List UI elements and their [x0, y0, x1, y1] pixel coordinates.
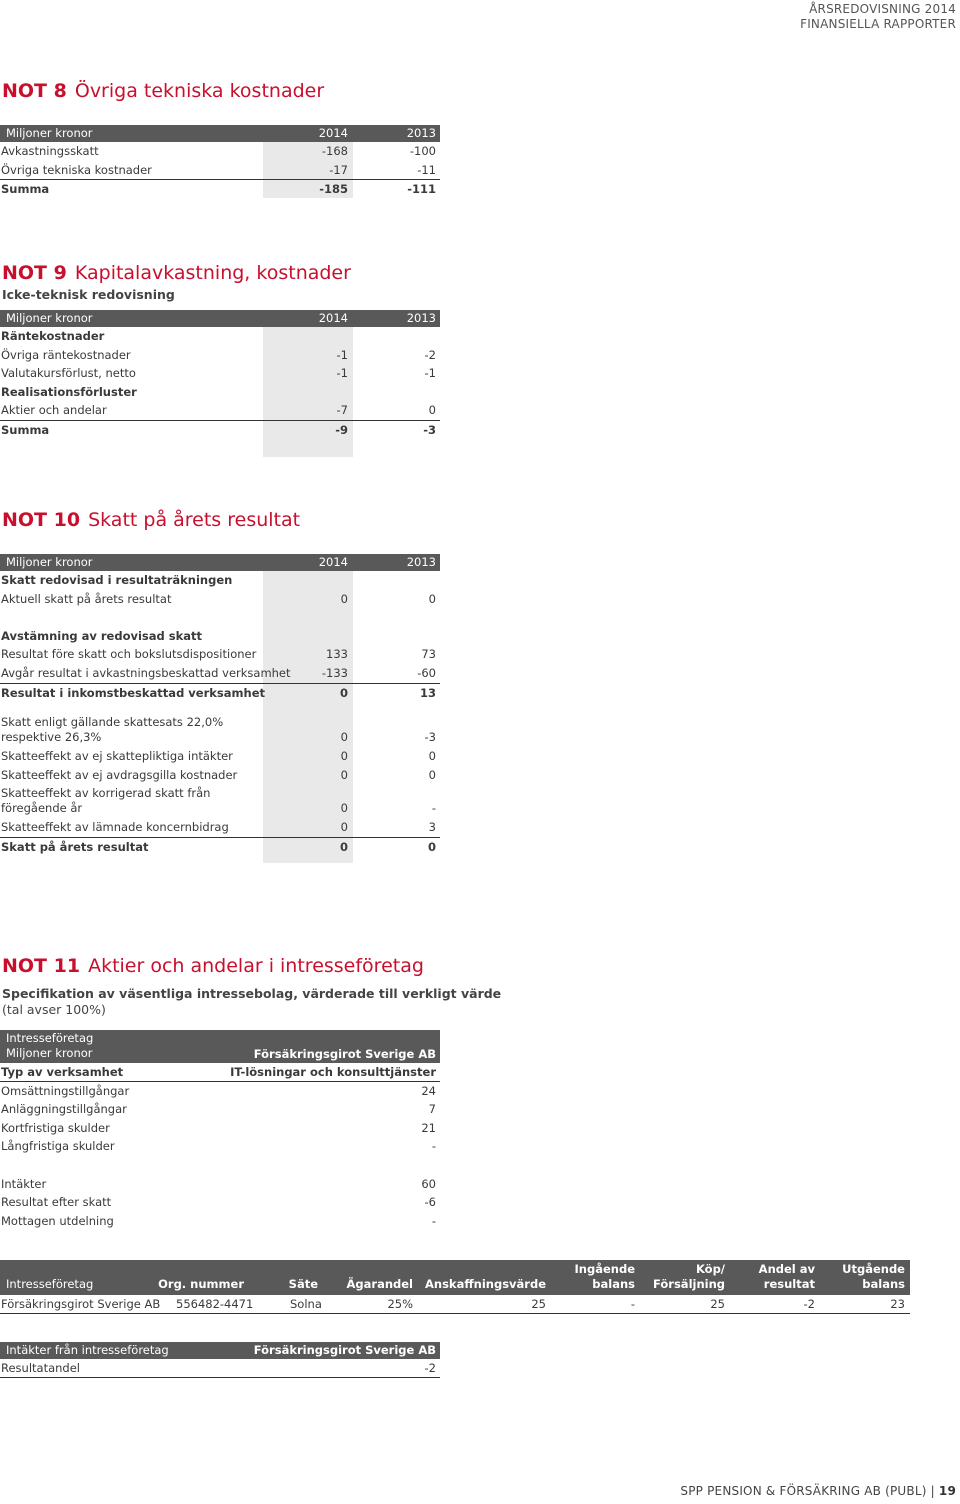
row-value: 21: [421, 1120, 436, 1135]
type-row: [0, 1063, 440, 1082]
header-label: [6, 1031, 93, 1061]
row-andel: -2: [803, 1297, 815, 1311]
row-value-2013: -11: [417, 162, 436, 177]
row-sate: Solna: [290, 1297, 322, 1311]
row-value-2014: -7: [336, 403, 348, 418]
note10-table: [0, 554, 440, 856]
note9-title: Kapitalavkastning, kostnader: [74, 262, 351, 284]
row-label: Övriga räntekostnader: [1, 347, 131, 362]
spacer-row: [0, 701, 440, 713]
note11-number: NOT 11: [2, 955, 81, 977]
report-header: [800, 2, 956, 32]
row-label-line2: föregående år: [1, 801, 83, 816]
row-label: Övriga tekniska kostnader: [1, 162, 152, 177]
row-label: Avkastningsskatt: [1, 144, 99, 158]
table-header: [0, 554, 440, 571]
row-value-2013: 73: [421, 647, 436, 662]
header-2014: 2014: [318, 311, 348, 325]
row-label: Summa: [1, 422, 50, 437]
row-label: Omsättningstillgångar: [1, 1083, 130, 1098]
row-label-line1: Skatt enligt gällande skattesats 22,0%: [1, 715, 224, 730]
row-label: Aktuell skatt på årets resultat: [1, 591, 172, 606]
table-header: [0, 310, 440, 327]
row-label: Skatteeffekt av lämnade koncernbidrag: [1, 820, 229, 835]
row-utgaende: 23: [890, 1297, 905, 1311]
table-row: [0, 401, 440, 420]
section-row: [0, 383, 440, 402]
header-label: Miljoner kronor: [6, 311, 93, 325]
row-label: [1, 715, 223, 745]
row-label: Intäkter: [1, 1176, 47, 1191]
row-label: Valutakursförlust, netto: [1, 366, 136, 381]
table-row: [0, 645, 440, 664]
footer-company: SPP PENSION & FÖRSÄKRING AB (PUBL): [680, 1484, 927, 1498]
page-footer: [680, 1484, 956, 1498]
table-row: [0, 1193, 440, 1212]
row-label: Resultat i inkomstbeskattad verksamhet: [1, 685, 265, 700]
table-row: [0, 1119, 440, 1138]
header-agarandel: Ägarandel: [346, 1277, 413, 1291]
row-label: Resultatandel: [1, 1361, 80, 1375]
row-value-2013: 0: [427, 839, 436, 854]
row-value-2014: -133: [321, 665, 348, 680]
row-label-line2: respektive 26,3%: [1, 730, 102, 745]
row-agarandel: 25%: [387, 1297, 413, 1311]
row-label: Avstämning av redovisad skatt: [1, 628, 203, 643]
row-value-2014: -9: [335, 422, 348, 437]
note10-title: Skatt på årets resultat: [88, 509, 301, 531]
row-value-2014: -1: [336, 347, 348, 362]
row-label: Realisationsförluster: [1, 384, 137, 399]
row-label: Summa: [1, 182, 50, 197]
row-label: Kortfristiga skulder: [1, 1120, 110, 1135]
header-utgaende-line2: balans: [862, 1277, 905, 1291]
note8-table: [0, 125, 440, 198]
section-row: [0, 627, 440, 646]
header-2013: 2013: [406, 311, 436, 325]
spacer-row: [0, 608, 440, 627]
row-value-2014: -1: [336, 366, 348, 381]
row-anskaffningsvarde: 25: [531, 1297, 546, 1311]
row-value: 7: [428, 1102, 436, 1117]
row-label: Resultat efter skatt: [1, 1195, 112, 1210]
row-label: Anläggningstillgångar: [1, 1102, 127, 1117]
row-value-2014: 0: [340, 820, 348, 835]
note11-holdings-table: [0, 1260, 910, 1314]
header-2013: 2013: [406, 555, 436, 569]
header-anskaffningsvarde: Anskaffningsvärde: [424, 1277, 546, 1291]
footer-separator: |: [930, 1484, 935, 1498]
header-2014: 2014: [318, 126, 348, 140]
header-kop: [653, 1262, 725, 1292]
note9-subtitle: Icke-teknisk redovisning: [2, 287, 175, 302]
header-andel: [759, 1262, 815, 1292]
sum-row: [0, 683, 440, 702]
note8-heading: [2, 80, 324, 102]
table-header: [0, 125, 440, 142]
row-value-2013: -3: [424, 730, 436, 745]
sum-row: [0, 179, 440, 198]
header-label: Miljoner kronor: [6, 126, 93, 140]
row-value-2013: -100: [409, 144, 436, 158]
row-label: Resultat före skatt och bokslutsdispositioner: [1, 647, 257, 662]
header-ingaende-line1: Ingående: [574, 1262, 635, 1276]
row-value-2014: -168: [321, 144, 348, 158]
table-row: [0, 346, 440, 365]
row-label: Räntekostnader: [1, 329, 105, 343]
section-row: [0, 327, 440, 346]
table-row: [0, 590, 440, 609]
row-value-2013: 0: [428, 591, 436, 606]
header-label-line1: Intresseföretag: [6, 1031, 94, 1045]
row-value-2013: 0: [428, 403, 436, 418]
header-ingaende-line2: balans: [592, 1277, 635, 1291]
note9-heading: [2, 262, 351, 302]
row-label: Skatteeffekt av ej skattepliktiga intäkter: [1, 749, 233, 764]
table-row: [0, 784, 440, 818]
note11-title: Aktier och andelar i intresseföretag: [88, 955, 424, 977]
row-value-2013: -60: [417, 665, 436, 680]
note8-title: Övriga tekniska kostnader: [74, 80, 325, 102]
row-label: Mottagen utdelning: [1, 1213, 114, 1228]
header-label: Miljoner kronor: [6, 555, 93, 569]
note9-number: NOT 9: [2, 262, 67, 284]
header-kop-line1: Köp/: [695, 1262, 725, 1276]
row-value: -6: [424, 1195, 436, 1210]
row-value-2013: 0: [428, 749, 436, 764]
row-value-2013: -1: [424, 366, 436, 381]
report-title: ÅRSREDOVISNING 2014: [809, 2, 956, 16]
table-row: [0, 142, 440, 161]
row-label: Skatt redovisad i resultaträkningen: [1, 573, 233, 587]
row-value: 24: [421, 1083, 436, 1098]
table-row: [0, 1212, 440, 1231]
row-value-2013: -: [431, 801, 436, 816]
table-row: [0, 818, 440, 837]
table-row: [0, 664, 440, 683]
note11-spec: Specifikation av väsentliga intressebolag, värderade till verkligt värde: [2, 986, 502, 1001]
row-value-2013: 13: [419, 685, 436, 700]
table-header: [0, 1030, 440, 1063]
row-value: -: [431, 1139, 436, 1154]
note10-heading: [2, 509, 300, 531]
table-row: [0, 766, 440, 785]
row-label: Skatt på årets resultat: [1, 839, 149, 854]
header-utgaende-line1: Utgående: [842, 1262, 905, 1276]
row-label: Avgår resultat i avkastningsbeskattad verksamhet: [1, 665, 291, 680]
row-value: 60: [421, 1176, 436, 1191]
row-value-2014: 0: [339, 685, 348, 700]
row-value-2014: 0: [340, 749, 348, 764]
row-value-2013: -111: [407, 182, 436, 197]
row-value-2013: -3: [423, 422, 436, 437]
table-row: [0, 1359, 440, 1378]
header-2013: 2013: [406, 126, 436, 140]
header-sate: Säte: [288, 1277, 318, 1291]
note11-company-table: [0, 1030, 440, 1230]
row-value: -2: [424, 1361, 436, 1375]
header-company: Försäkringsgirot Sverige AB: [253, 1047, 436, 1061]
table-header: [0, 1260, 910, 1295]
header-label-line2: Miljoner kronor: [6, 1046, 93, 1060]
table-row: [0, 161, 440, 180]
row-value-2013: -2: [424, 347, 436, 362]
row-company: Försäkringsgirot Sverige AB: [1, 1297, 161, 1311]
header-company: Intresseföretag: [6, 1277, 94, 1291]
sum-row: [0, 837, 440, 856]
row-value-2014: 133: [326, 647, 348, 662]
table-row: [0, 1295, 910, 1314]
report-section: FINANSIELLA RAPPORTER: [800, 17, 956, 31]
row-value-2014: -17: [329, 162, 348, 177]
sum-row: [0, 420, 440, 439]
table-row: [0, 1100, 440, 1119]
header-andel-line1: Andel av: [758, 1262, 815, 1276]
row-label: Aktier och andelar: [1, 403, 107, 418]
table-row: [0, 747, 440, 766]
header-kop-line2: Försäljning: [653, 1277, 725, 1291]
note8-number: NOT 8: [2, 80, 67, 102]
row-label: Långfristiga skulder: [1, 1139, 115, 1154]
row-value: -: [431, 1213, 436, 1228]
row-label: Skatteeffekt av ej avdragsgilla kostnader: [1, 767, 238, 782]
note10-number: NOT 10: [2, 509, 81, 531]
table-header: [0, 1342, 440, 1359]
row-label: [1, 786, 210, 816]
row-value-2014: 0: [340, 730, 348, 745]
row-value-2014: 0: [340, 801, 348, 816]
note11-heading: [2, 955, 501, 1017]
section-row: [0, 571, 440, 590]
row-org-number: 556482-4471: [176, 1297, 254, 1311]
row-label: Typ av verksamhet: [1, 1065, 124, 1079]
row-value-2013: 3: [428, 820, 436, 835]
header-utgaende: [842, 1262, 905, 1292]
table-row: [0, 713, 440, 747]
header-2014: 2014: [318, 555, 348, 569]
table-row: [0, 1175, 440, 1194]
header-andel-line2: resultat: [763, 1277, 815, 1291]
note11-spec-note: (tal avser 100%): [2, 1002, 106, 1017]
row-value-2014: 0: [340, 767, 348, 782]
header-company: Försäkringsgirot Sverige AB: [253, 1343, 436, 1357]
row-value-2013: 0: [428, 767, 436, 782]
note11-income-table: [0, 1342, 440, 1378]
row-value: IT-lösningar och konsulttjänster: [230, 1065, 436, 1079]
row-value-2014: 0: [339, 839, 348, 854]
note9-table: [0, 310, 440, 439]
row-ingaende: -: [630, 1297, 635, 1311]
spacer-row: [0, 1156, 440, 1175]
header-ingaende: [575, 1262, 635, 1292]
row-label-line1: Skatteeffekt av korrigerad skatt från: [1, 786, 211, 801]
header-org-number: Org. nummer: [158, 1277, 244, 1291]
table-row: [0, 1082, 440, 1101]
header-label: Intäkter från intresseföretag: [6, 1343, 169, 1357]
table-row: [0, 1137, 440, 1156]
table-row: [0, 364, 440, 383]
row-value-2014: 0: [340, 591, 348, 606]
row-kop: 25: [710, 1297, 725, 1311]
row-value-2014: -185: [319, 182, 348, 197]
page-number: 19: [938, 1484, 956, 1498]
